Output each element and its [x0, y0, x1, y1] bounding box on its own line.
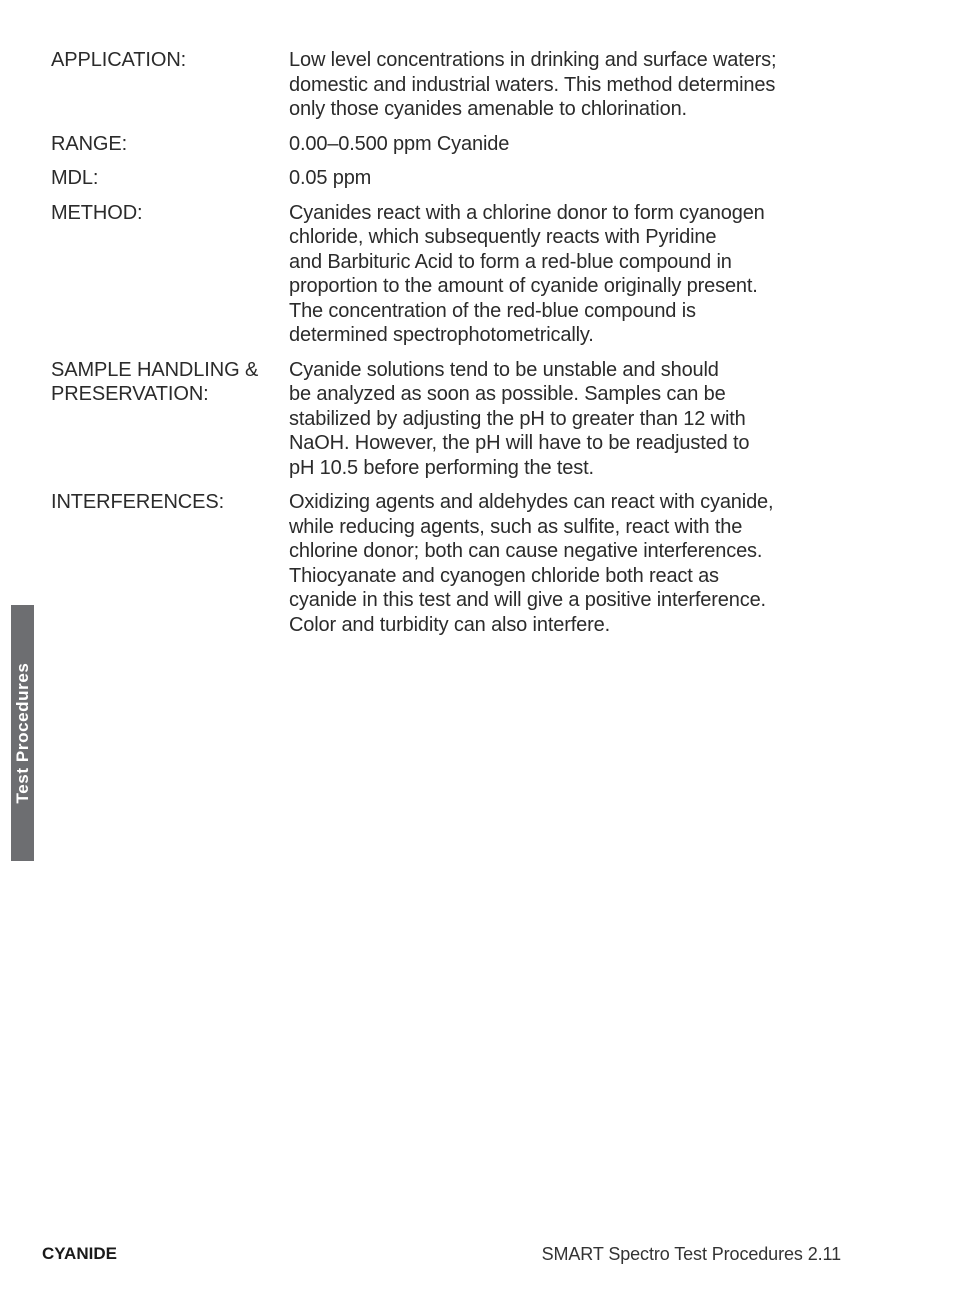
spec-row-range — [51, 132, 841, 157]
label-line: SAMPLE HANDLING & — [51, 358, 259, 381]
label-line: INTERFERENCES: — [51, 491, 225, 513]
spec-value — [289, 490, 841, 637]
footer-section-title: CYANIDE — [42, 1244, 117, 1263]
value-line: cyanide in this test and will give a positive interference. — [289, 589, 766, 611]
value-line: NaOH. However, the pH will have to be readjusted to — [289, 432, 750, 454]
label-line: METHOD: — [51, 201, 143, 224]
label-line: RANGE: — [51, 132, 128, 155]
value-line: chloride, which subsequently reacts with Pyridine — [289, 226, 717, 248]
spec-row-application — [51, 48, 841, 122]
spec-row-mdl — [51, 166, 841, 191]
spec-label — [51, 490, 289, 637]
spec-row-interferences — [51, 490, 841, 637]
value-line: Cyanide solutions tend to be unstable and should — [289, 358, 719, 381]
spec-value — [289, 201, 841, 348]
value-line: domestic and industrial waters. This method determines — [289, 73, 776, 96]
section-side-tab — [11, 605, 34, 861]
spec-label — [51, 48, 289, 122]
value-line: 0.00–0.500 ppm Cyanide — [289, 132, 510, 155]
value-line: be analyzed as soon as possible. Samples can be — [289, 383, 726, 405]
value-line: proportion to the amount of cyanide originally present. — [289, 275, 758, 297]
spec-row-sample-handling — [51, 358, 841, 481]
label-line: MDL: — [51, 167, 99, 189]
spec-row-method — [51, 201, 841, 348]
value-line: chlorine donor; both can cause negative interferences. — [289, 540, 763, 562]
spec-value — [289, 132, 841, 157]
value-line: Oxidizing agents and aldehydes can react with cyanide, — [289, 491, 774, 513]
spec-value — [289, 358, 841, 481]
value-line: Cyanides react with a chlorine donor to form cyanogen — [289, 201, 765, 224]
value-line: Thiocyanate and cyanogen chloride both react as — [289, 564, 719, 587]
label-line: PRESERVATION: — [51, 383, 209, 405]
spec-label — [51, 358, 289, 481]
value-line: stabilized by adjusting the pH to greater than 12 with — [289, 407, 746, 430]
footer-page-reference: SMART Spectro Test Procedures 2.11 — [541, 1244, 841, 1264]
value-line: while reducing agents, such as sulfite, react with the — [289, 515, 743, 538]
spec-table — [51, 48, 841, 647]
side-tab-label: Test Procedures — [12, 662, 32, 804]
value-line: only those cyanides amenable to chlorination. — [289, 98, 687, 120]
spec-value — [289, 166, 841, 191]
label-line: APPLICATION: — [51, 49, 187, 71]
value-line: and Barbituric Acid to form a red-blue compound in — [289, 250, 732, 273]
value-line: Low level concentrations in drinking and surface waters; — [289, 49, 777, 71]
spec-value — [289, 48, 841, 122]
spec-label — [51, 166, 289, 191]
value-line: determined spectrophotometrically. — [289, 324, 594, 346]
value-line: pH 10.5 before performing the test. — [289, 456, 594, 479]
value-line: Color and turbidity can also interfere. — [289, 613, 610, 636]
value-line: The concentration of the red-blue compound is — [289, 299, 696, 322]
spec-label — [51, 132, 289, 157]
spec-label — [51, 201, 289, 348]
value-line: 0.05 ppm — [289, 167, 372, 189]
